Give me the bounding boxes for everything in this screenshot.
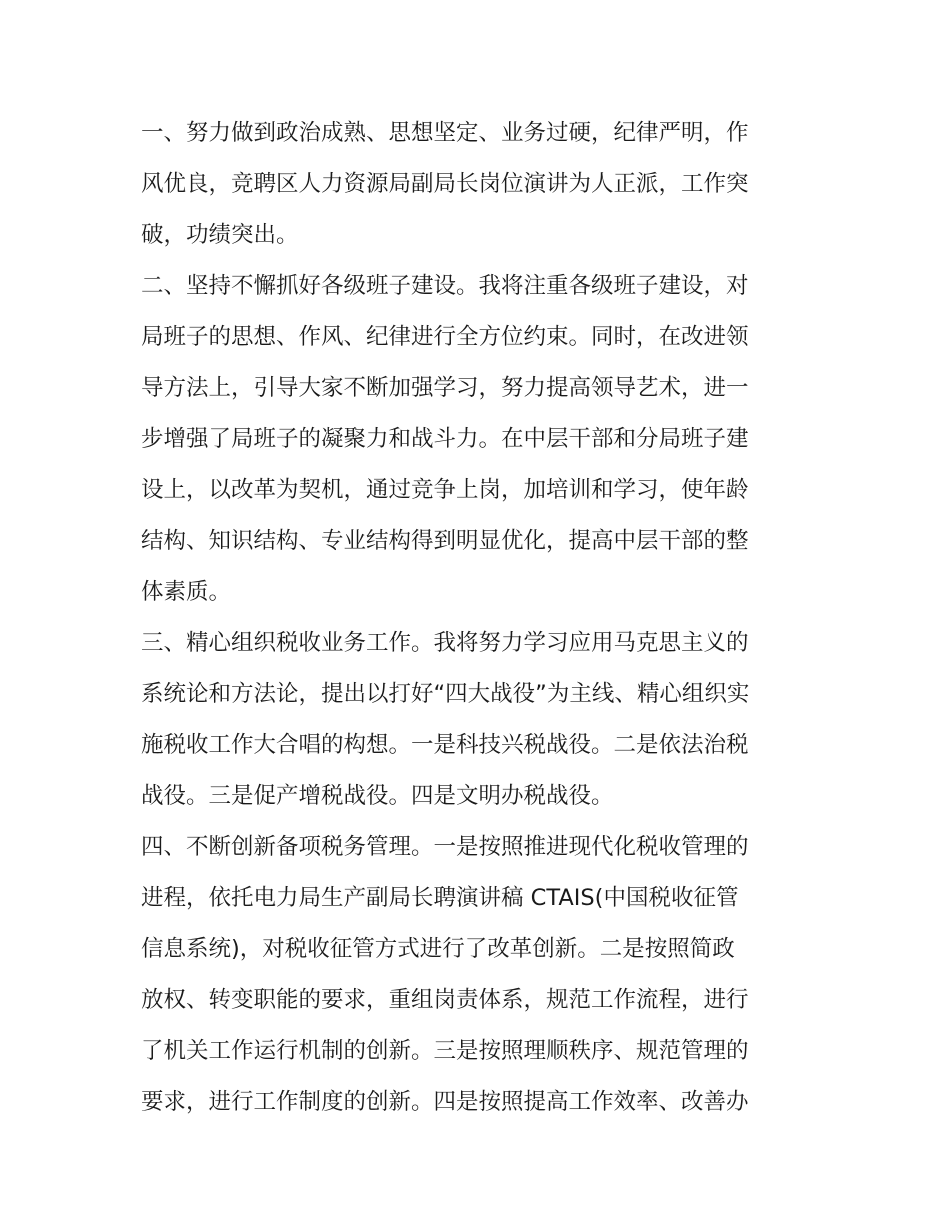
text-line: 战役。三是促产增税战役。四是文明办税战役。 — [141, 783, 614, 809]
paragraph-4 — [141, 822, 813, 1128]
text-line: 进程，依托电力局生产副局长聘演讲稿 CTAIS(中国税收征管 — [141, 885, 739, 911]
text-line: 三、精心组织税收业务工作。我将努力学习应用马克思主义的 — [141, 630, 749, 656]
text-line: 四、不断创新备项税务管理。一是按照推进现代化税收管理的 — [141, 834, 749, 860]
text-line: 放权、转变职能的要求，重组岗责体系，规范工作流程，进行 — [141, 987, 749, 1013]
text-line: 信息系统)，对税收征管方式进行了改革创新。二是按照简政 — [141, 936, 735, 962]
text-line: 体素质。 — [141, 579, 232, 605]
text-line: 导方法上，引导大家不断加强学习，努力提高领导艺术，进一 — [141, 375, 749, 401]
text-line: 系统论和方法论，提出以打好“四大战役”为主线、精心组织实 — [141, 681, 750, 707]
text-line: 施税收工作大合唱的构想。一是科技兴税战役。二是依法治税 — [141, 732, 749, 758]
text-line: 风优良，竞聘区人力资源局副局长岗位演讲为人正派，工作突 — [141, 171, 749, 197]
paragraph-2 — [141, 261, 813, 618]
text-line: 了机关工作运行机制的创新。三是按照理顺秩序、规范管理的 — [141, 1038, 749, 1064]
text-line: 破，功绩突出。 — [141, 222, 299, 248]
document-body — [141, 108, 813, 1128]
text-line: 二、坚持不懈抓好各级班子建设。我将注重各级班子建设，对 — [141, 273, 749, 299]
text-line: 局班子的思想、作风、纪律进行全方位约束。同时，在改进领 — [141, 324, 749, 350]
text-line: 要求，进行工作制度的创新。四是按照提高工作效率、改善办 — [141, 1089, 749, 1115]
paragraph-3 — [141, 618, 813, 822]
text-line: 一、努力做到政治成熟、思想坚定、业务过硬，纪律严明，作 — [141, 120, 749, 146]
text-line: 结构、知识结构、专业结构得到明显优化，提高中层干部的整 — [141, 528, 749, 554]
text-line: 设上，以改革为契机，通过竞争上岗，加培训和学习，使年龄 — [141, 477, 749, 503]
paragraph-1 — [141, 108, 813, 261]
text-line: 步增强了局班子的凝聚力和战斗力。在中层干部和分局班子建 — [141, 426, 749, 452]
